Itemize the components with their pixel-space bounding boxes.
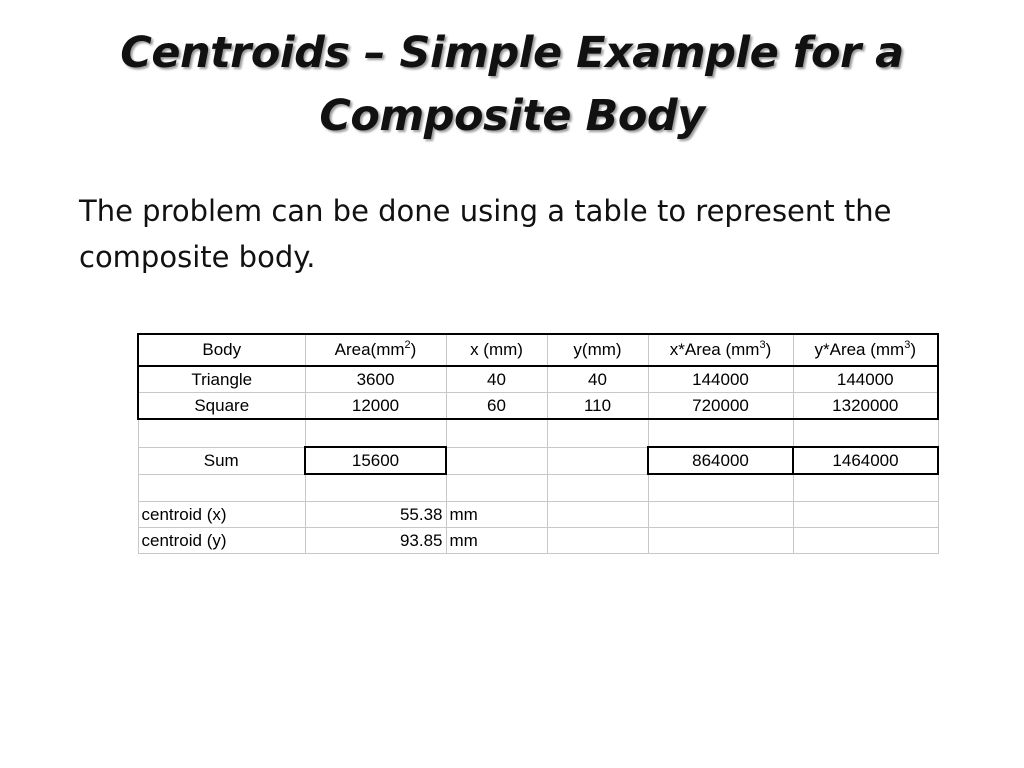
header-x: x (mm)	[446, 334, 547, 366]
slide-title-line-2: Composite Body	[319, 91, 705, 141]
cell-x: 40	[446, 366, 547, 393]
header-x-area: x*Area $(mm^3)$	[648, 334, 793, 366]
cell-y: 40	[547, 366, 648, 393]
centroid-x-row	[138, 502, 938, 528]
body-text-line-1: The problem can be done using a table to represent the	[79, 194, 892, 228]
cell-x-area: 144000	[648, 366, 793, 393]
cell-x-area: 720000	[648, 393, 793, 420]
cell-y-area: 144000	[793, 366, 938, 393]
cell-body: Triangle	[138, 366, 305, 393]
sum-label: Sum	[138, 447, 305, 474]
table-header-row	[138, 334, 938, 366]
cell-area: 3600	[305, 366, 446, 393]
centroid-y-row	[138, 528, 938, 554]
centroid-x-unit: mm	[446, 502, 547, 528]
sum-area: 15600	[305, 447, 446, 474]
header-y-area: y*Area $(mm^3)$	[793, 334, 938, 366]
cell-y-area: 1320000	[793, 393, 938, 420]
empty-row	[138, 419, 938, 447]
cell-y: 110	[547, 393, 648, 420]
header-y: y(mm)	[547, 334, 648, 366]
sum-y-area: 1464000	[793, 447, 938, 474]
sum-x-area: 864000	[648, 447, 793, 474]
composite-body-table	[137, 333, 939, 554]
slide-title	[60, 22, 964, 148]
centroid-y-label: centroid (y)	[138, 528, 305, 554]
table-row	[138, 366, 938, 393]
header-body: Body	[138, 334, 305, 366]
centroid-y-unit: mm	[446, 528, 547, 554]
cell-x: 60	[446, 393, 547, 420]
cell-area: 12000	[305, 393, 446, 420]
table-row	[138, 393, 938, 420]
slide-title-line-1: Centroids – Simple Example for a	[120, 28, 904, 78]
slide-body-text	[79, 188, 999, 280]
centroid-y-value: 93.85	[305, 528, 446, 554]
body-text-line-2: composite body.	[79, 240, 316, 274]
header-area: $Area(mm^2)$	[305, 334, 446, 366]
centroid-x-label: centroid (x)	[138, 502, 305, 528]
cell-body: Square	[138, 393, 305, 420]
centroid-x-value: 55.38	[305, 502, 446, 528]
empty-row	[138, 474, 938, 502]
sum-row	[138, 447, 938, 474]
